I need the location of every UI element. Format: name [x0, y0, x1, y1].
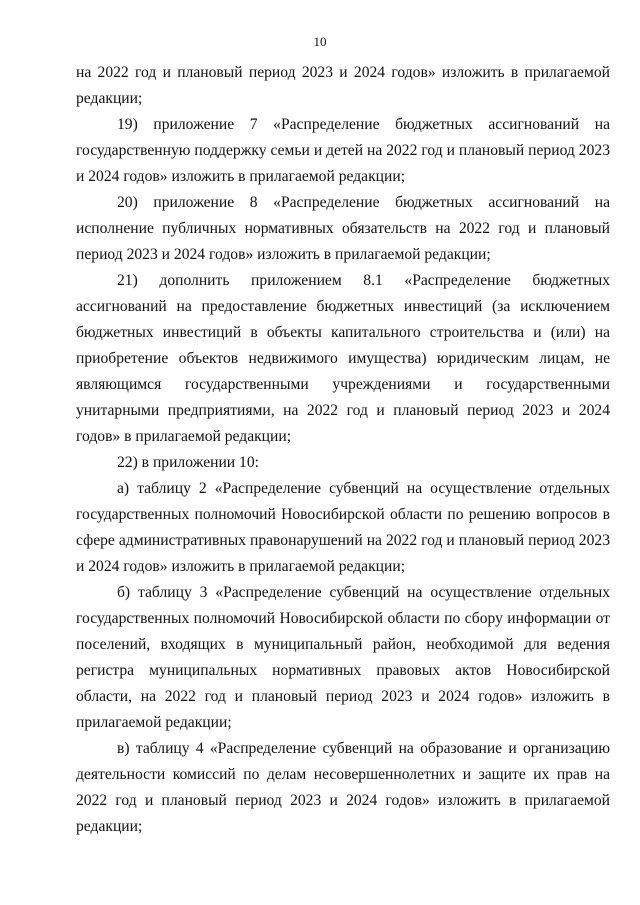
- paragraph-continuation: на 2022 год и плановый период 2023 и 2024 годов» изложить в прилагаемой редакции;: [76, 64, 610, 107]
- paragraph-item-22v: в) таблицу 4 «Распределение субвенций на образование и организацию деятельности комиссий по делам несовершеннолетних и защите их прав на 2022 год и плановый период 2023 и 2024 годов» изложить в прилагаемой редакции;: [76, 740, 610, 835]
- paragraph-item-22b: б) таблицу 3 «Распределение субвенций на осуществление отдельных государственных полномочий Новосибирской области по сбору информации от поселений, входящих в муниципальный район, необходимой для ведения регистра муниципальных нормативных правовых актов Новосибирской области, на 2022 год и плановый период 2023 и 2024 годов» изложить в прилагаемой редакции;: [76, 584, 610, 731]
- paragraph-item-22a: а) таблицу 2 «Распределение субвенций на осуществление отдельных государственных полномочий Новосибирской области по решению вопросов в сфере административных правонарушений на 2022 год и плановый период 2023 и 2024 годов» изложить в прилагаемой редакции;: [76, 480, 610, 575]
- paragraph-item-21: 21) дополнить приложением 8.1 «Распределение бюджетных ассигнований на предоставление бюджетных инвестиций (за исключением бюджетных инвестиций в объекты капитального строительства и (или) на приобретение объектов недвижимого имущества) юридическим лицам, не являющимся государственными учреждениями и государственными унитарными предприятиями, на 2022 год и плановый период 2023 и 2024 годов» в прилагаемой редакции;: [76, 272, 610, 445]
- paragraph-item-19: 19) приложение 7 «Распределение бюджетных ассигнований на государственную поддержку семьи и детей на 2022 год и плановый период 2023 и 2024 годов» изложить в прилагаемой редакции;: [76, 116, 610, 185]
- page-number: 10: [313, 34, 327, 49]
- paragraph-item-20: 20) приложение 8 «Распределение бюджетных ассигнований на исполнение публичных нормативных обязательств на 2022 год и плановый период 2023 и 2024 годов» изложить в прилагаемой редакции;: [76, 194, 610, 263]
- paragraph-item-22: 22) в приложении 10:: [117, 454, 259, 471]
- document-body: [76, 60, 610, 840]
